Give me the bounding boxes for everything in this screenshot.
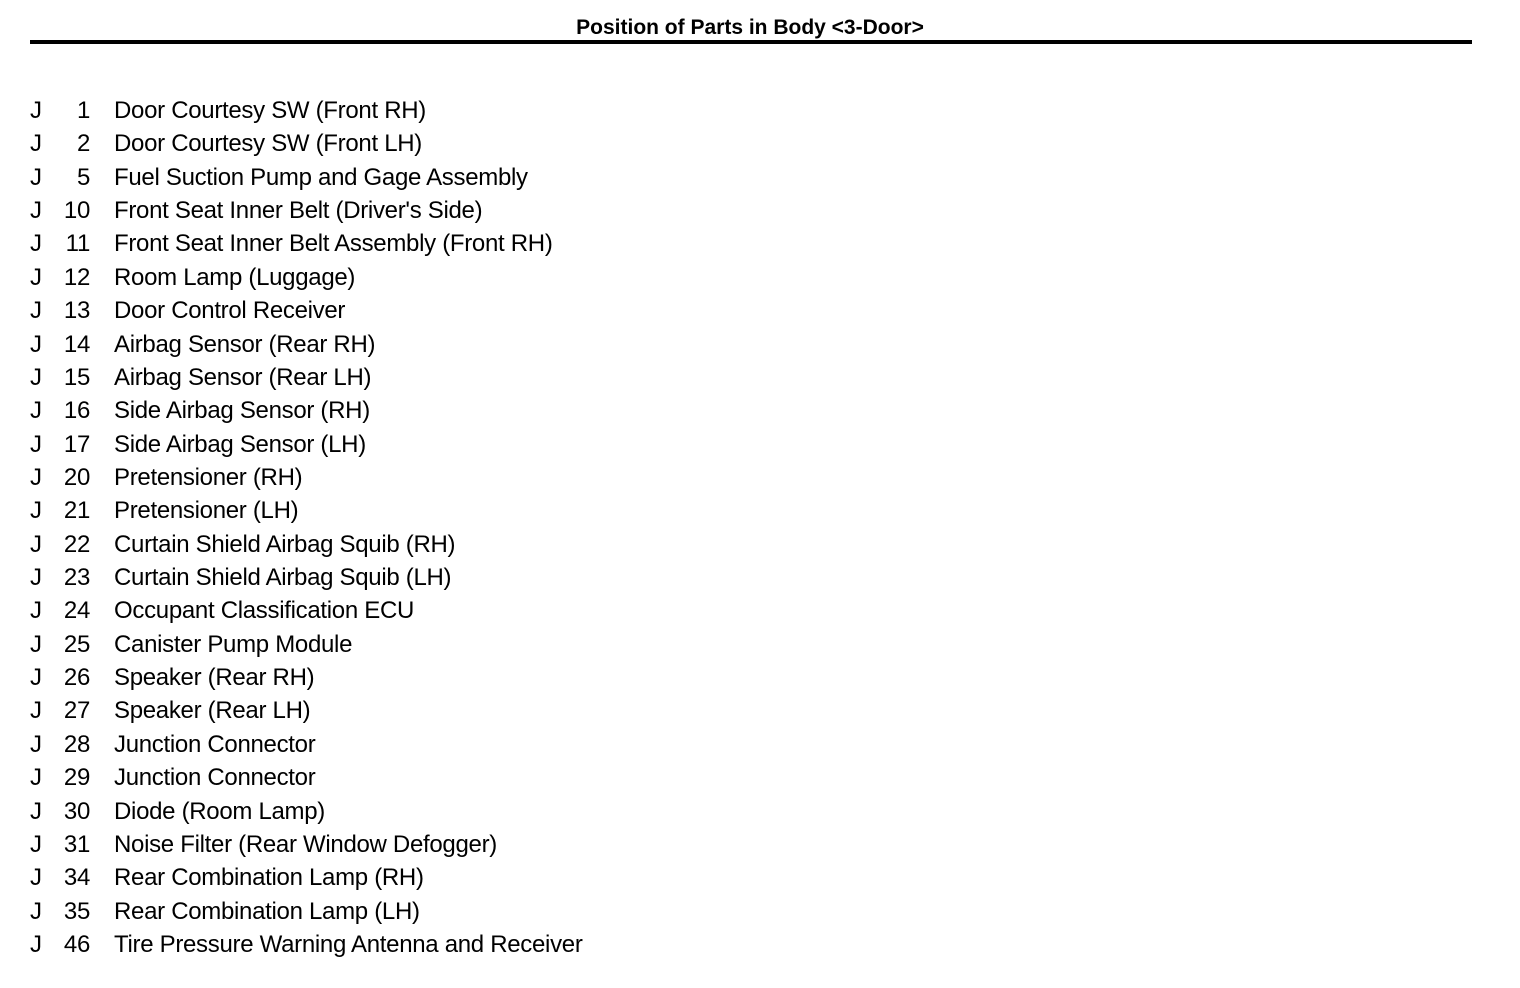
part-name: Side Airbag Sensor (RH) <box>114 397 370 425</box>
part-code-number: 26 <box>63 664 90 692</box>
part-code-number: 14 <box>63 330 90 358</box>
part-code-number: 46 <box>63 930 90 958</box>
part-name: Junction Connector <box>114 730 316 758</box>
part-code-number: 31 <box>63 830 90 858</box>
part-code-letter: J <box>30 797 42 825</box>
part-code-number: 27 <box>63 697 90 725</box>
part-row <box>0 494 900 527</box>
part-name: Door Courtesy SW (Front LH) <box>114 130 422 158</box>
part-name: Speaker (Rear RH) <box>114 664 315 692</box>
part-row <box>0 928 900 961</box>
part-row <box>0 895 900 928</box>
part-code-number: 25 <box>63 630 90 658</box>
part-code-letter: J <box>30 397 42 425</box>
part-code-letter: J <box>30 497 42 525</box>
part-code-letter: J <box>30 363 42 391</box>
part-code-number: 29 <box>63 764 90 792</box>
part-code-letter: J <box>30 697 42 725</box>
part-row <box>0 728 900 761</box>
part-code-number: 28 <box>63 730 90 758</box>
part-row <box>0 461 900 494</box>
part-row <box>0 361 900 394</box>
part-row <box>0 661 900 694</box>
part-row <box>0 328 900 361</box>
part-code-number: 22 <box>63 530 90 558</box>
part-name: Door Courtesy SW (Front RH) <box>114 97 426 124</box>
part-name: Speaker (Rear LH) <box>114 697 311 725</box>
part-row <box>0 528 900 561</box>
part-code-number: 34 <box>63 864 90 892</box>
part-row <box>0 94 900 127</box>
part-row <box>0 594 900 627</box>
part-code-number: 5 <box>76 163 90 191</box>
part-name: Pretensioner (LH) <box>114 497 299 525</box>
part-row <box>0 561 900 594</box>
parts-list <box>0 94 900 961</box>
part-name: Diode (Room Lamp) <box>114 797 325 825</box>
part-name: Junction Connector <box>114 764 316 792</box>
part-code-letter: J <box>30 730 42 758</box>
part-code-number: 15 <box>63 363 90 391</box>
part-code-number: 23 <box>63 564 90 592</box>
part-row <box>0 828 900 861</box>
part-name: Pretensioner (RH) <box>114 463 303 491</box>
part-name: Airbag Sensor (Rear LH) <box>114 363 372 391</box>
part-row <box>0 628 900 661</box>
part-name: Tire Pressure Warning Antenna and Receiver <box>114 930 583 958</box>
part-name: Front Seat Inner Belt (Driver's Side) <box>114 197 483 225</box>
part-code-letter: J <box>30 163 42 191</box>
part-code-letter: J <box>30 564 42 592</box>
part-row <box>0 861 900 894</box>
page-title: Position of Parts in Body <3-Door> <box>576 16 924 39</box>
part-name: Fuel Suction Pump and Gage Assembly <box>114 163 528 191</box>
part-code-letter: J <box>30 430 42 458</box>
part-code-letter: J <box>30 830 42 858</box>
part-code-number: 24 <box>63 597 90 625</box>
part-name: Rear Combination Lamp (RH) <box>114 864 424 892</box>
part-code-letter: J <box>30 463 42 491</box>
part-code-letter: J <box>30 930 42 958</box>
part-code-letter: J <box>30 597 42 625</box>
part-name: Occupant Classification ECU <box>114 597 415 625</box>
part-row <box>0 261 900 294</box>
part-code-letter: J <box>30 530 42 558</box>
part-code-number: 21 <box>63 497 90 525</box>
part-code-number: 10 <box>63 197 90 225</box>
part-code-letter: J <box>30 230 42 258</box>
part-code-letter: J <box>30 897 42 925</box>
part-row <box>0 227 900 260</box>
part-row <box>0 194 900 227</box>
part-code-number: 35 <box>63 897 90 925</box>
part-code-letter: J <box>30 330 42 358</box>
part-name: Canister Pump Module <box>114 630 353 658</box>
part-row <box>0 761 900 794</box>
part-code-letter: J <box>30 197 42 225</box>
part-code-number: 30 <box>63 797 90 825</box>
part-code-number: 16 <box>63 397 90 425</box>
part-row <box>0 127 900 160</box>
part-code-letter: J <box>30 664 42 692</box>
part-name: Room Lamp (Luggage) <box>114 263 356 291</box>
part-name: Door Control Receiver <box>114 297 346 325</box>
part-name: Front Seat Inner Belt Assembly (Front RH) <box>114 230 553 258</box>
part-code-number: 12 <box>63 263 90 291</box>
part-name: Curtain Shield Airbag Squib (RH) <box>114 530 456 558</box>
title-divider <box>30 40 1472 44</box>
part-code-letter: J <box>30 764 42 792</box>
part-code-number: 13 <box>63 297 90 325</box>
part-name: Rear Combination Lamp (LH) <box>114 897 420 925</box>
part-name: Side Airbag Sensor (LH) <box>114 430 366 458</box>
part-code-number: 17 <box>63 430 90 458</box>
part-row <box>0 394 900 427</box>
part-row <box>0 294 900 327</box>
part-row <box>0 694 900 727</box>
part-code-letter: J <box>30 130 42 158</box>
part-name: Noise Filter (Rear Window Defogger) <box>114 830 497 858</box>
part-name: Curtain Shield Airbag Squib (LH) <box>114 564 452 592</box>
part-code-number: 11 <box>65 230 90 258</box>
part-code-number: 20 <box>63 463 90 491</box>
part-code-letter: J <box>30 263 42 291</box>
part-row <box>0 428 900 461</box>
part-code-number: 2 <box>76 130 90 158</box>
part-name: Airbag Sensor (Rear RH) <box>114 330 376 358</box>
part-row <box>0 161 900 194</box>
part-code-letter: J <box>30 630 42 658</box>
part-row <box>0 795 900 828</box>
part-code-letter: J <box>30 97 42 124</box>
part-code-letter: J <box>30 297 42 325</box>
part-code-number: 1 <box>76 97 90 124</box>
part-code-letter: J <box>30 864 42 892</box>
